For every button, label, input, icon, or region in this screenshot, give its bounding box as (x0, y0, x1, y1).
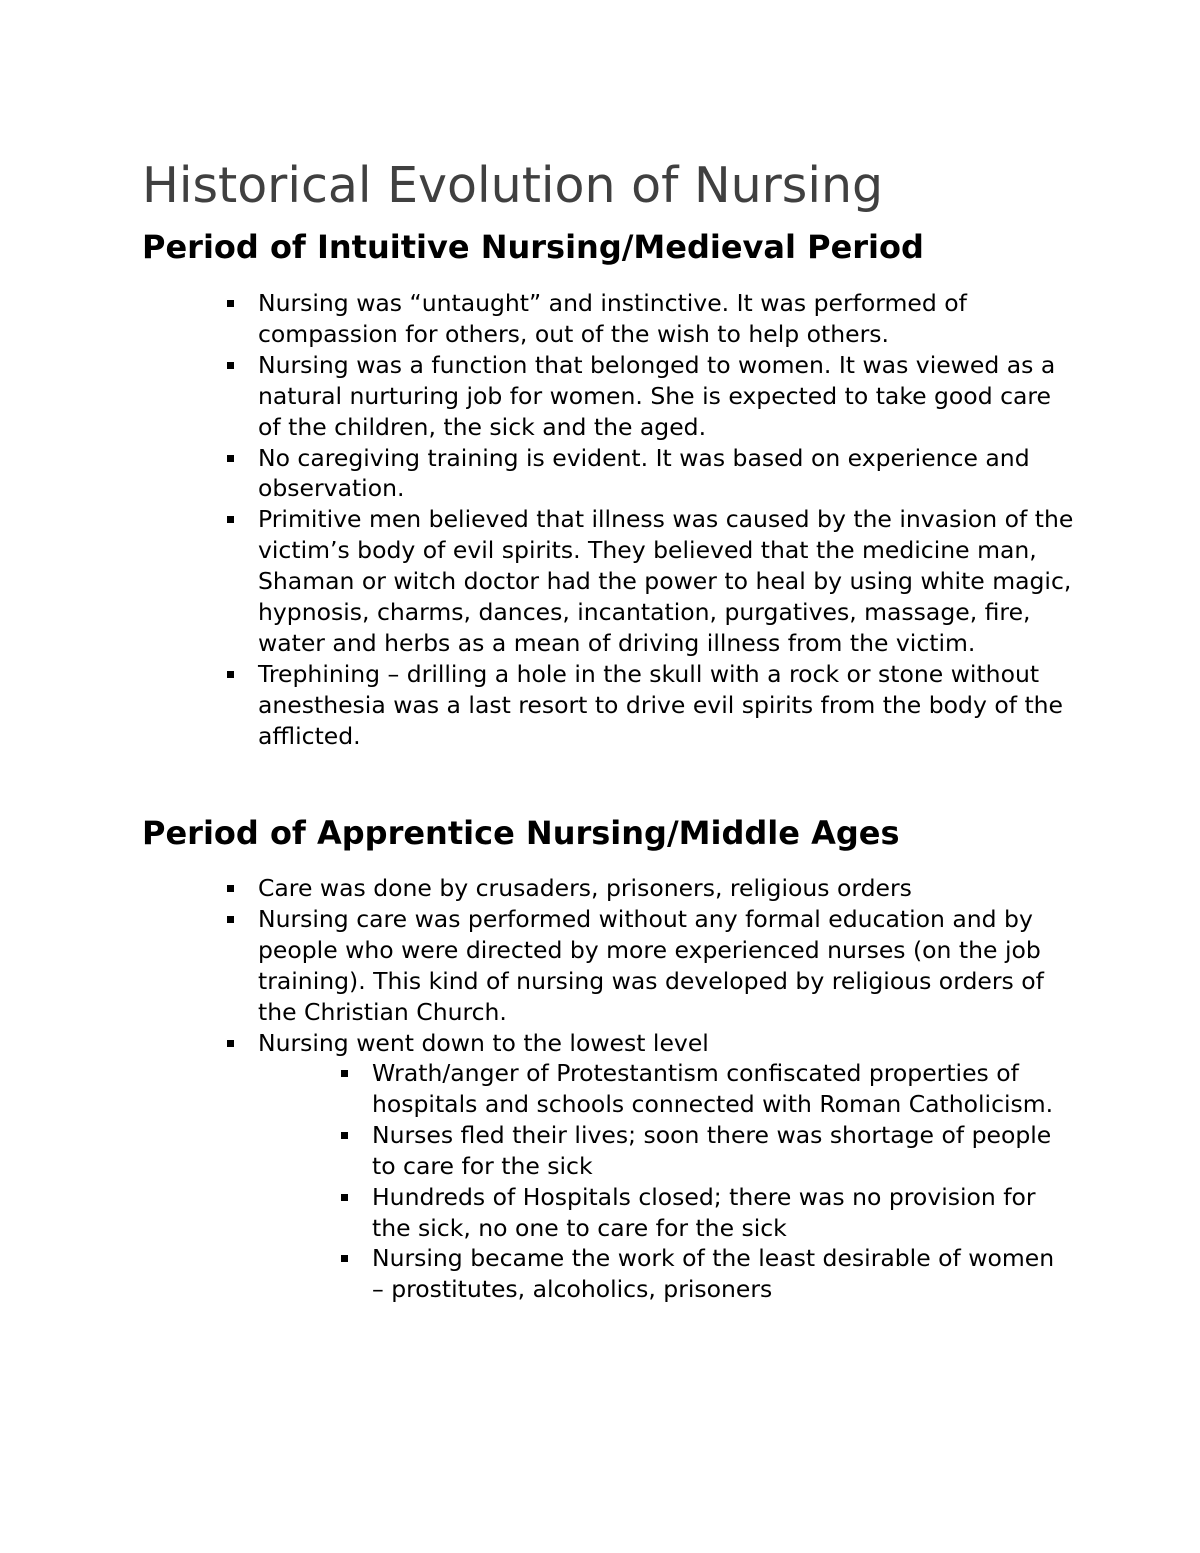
square-bullet-icon (227, 671, 234, 678)
list-item-text: Nursing was a function that belonged to women. It was viewed as a natural nurturing job for women. She is expected to take good care of the children, the sick and the aged. (258, 350, 1056, 441)
square-bullet-icon (341, 1194, 348, 1201)
list-item (258, 1028, 1078, 1059)
square-bullet-icon (227, 916, 234, 923)
list-item-text: Nursing care was performed without any formal education and by people who were directed by more experienced nurses (on the job training). This kind of nursing was developed by religious orders of the Christian Church. (258, 904, 1044, 1026)
list-item (258, 659, 1078, 752)
square-bullet-icon (341, 1070, 348, 1077)
square-bullet-icon (341, 1132, 348, 1139)
bullet-list (258, 288, 1078, 752)
list-item-text: Primitive men believed that illness was caused by the invasion of the victim’s body of evil spirits. They believed that the medicine man, Shaman or witch doctor had the power to heal by using white magic, hypnosis, charms, dances, incantation, purgatives, massage, fire, water and herbs as a mean of driving illness from the victim. (258, 505, 1074, 657)
list-item-text: Hundreds of Hospitals closed; there was no provision for the sick, no one to care for the sick (372, 1182, 1036, 1242)
list-item (372, 1182, 1072, 1244)
square-bullet-icon (227, 455, 234, 462)
list-item (258, 288, 1078, 350)
page-title: Historical Evolution of Nursing (142, 157, 884, 214)
list-item (258, 350, 1078, 443)
square-bullet-icon (341, 1255, 348, 1262)
list-item (258, 873, 1078, 904)
list-item-text: Wrath/anger of Protestantism confiscated properties of hospitals and schools connected with Roman Catholicism. (372, 1059, 1054, 1118)
section-heading: Period of Intuitive Nursing/Medieval Period (142, 228, 924, 266)
list-item-text: Nursing became the work of the least desirable of women – prostitutes, alcoholics, prisoners (372, 1244, 1055, 1304)
square-bullet-icon (227, 885, 234, 892)
list-item (372, 1058, 1072, 1120)
bullet-list (258, 873, 1078, 1058)
list-item-text: No caregiving training is evident. It was based on experience and observation. (258, 443, 1030, 503)
list-item-text: Trephining – drilling a hole in the skull with a rock or stone without anesthesia was a last resort to drive evil spirits from the body of the afflicted. (258, 659, 1064, 750)
list-item-text: Nursing went down to the lowest level (258, 1028, 709, 1057)
square-bullet-icon (227, 516, 234, 523)
section-heading: Period of Apprentice Nursing/Middle Ages (142, 814, 900, 852)
list-item (258, 504, 1078, 659)
list-item-text: Nurses fled their lives; soon there was shortage of people to care for the sick (372, 1120, 1052, 1180)
list-item (372, 1120, 1072, 1182)
list-item (258, 443, 1078, 505)
list-item-text: Care was done by crusaders, prisoners, religious orders (258, 874, 912, 902)
square-bullet-icon (227, 362, 234, 369)
list-item-text: Nursing was “untaught” and instinctive. It was performed of compassion for others, out of the wish to help others. (258, 289, 967, 348)
square-bullet-icon (227, 300, 234, 307)
nested-bullet-list (372, 1058, 1072, 1305)
list-item (258, 904, 1078, 1028)
square-bullet-icon (227, 1040, 234, 1047)
list-item (372, 1243, 1072, 1305)
